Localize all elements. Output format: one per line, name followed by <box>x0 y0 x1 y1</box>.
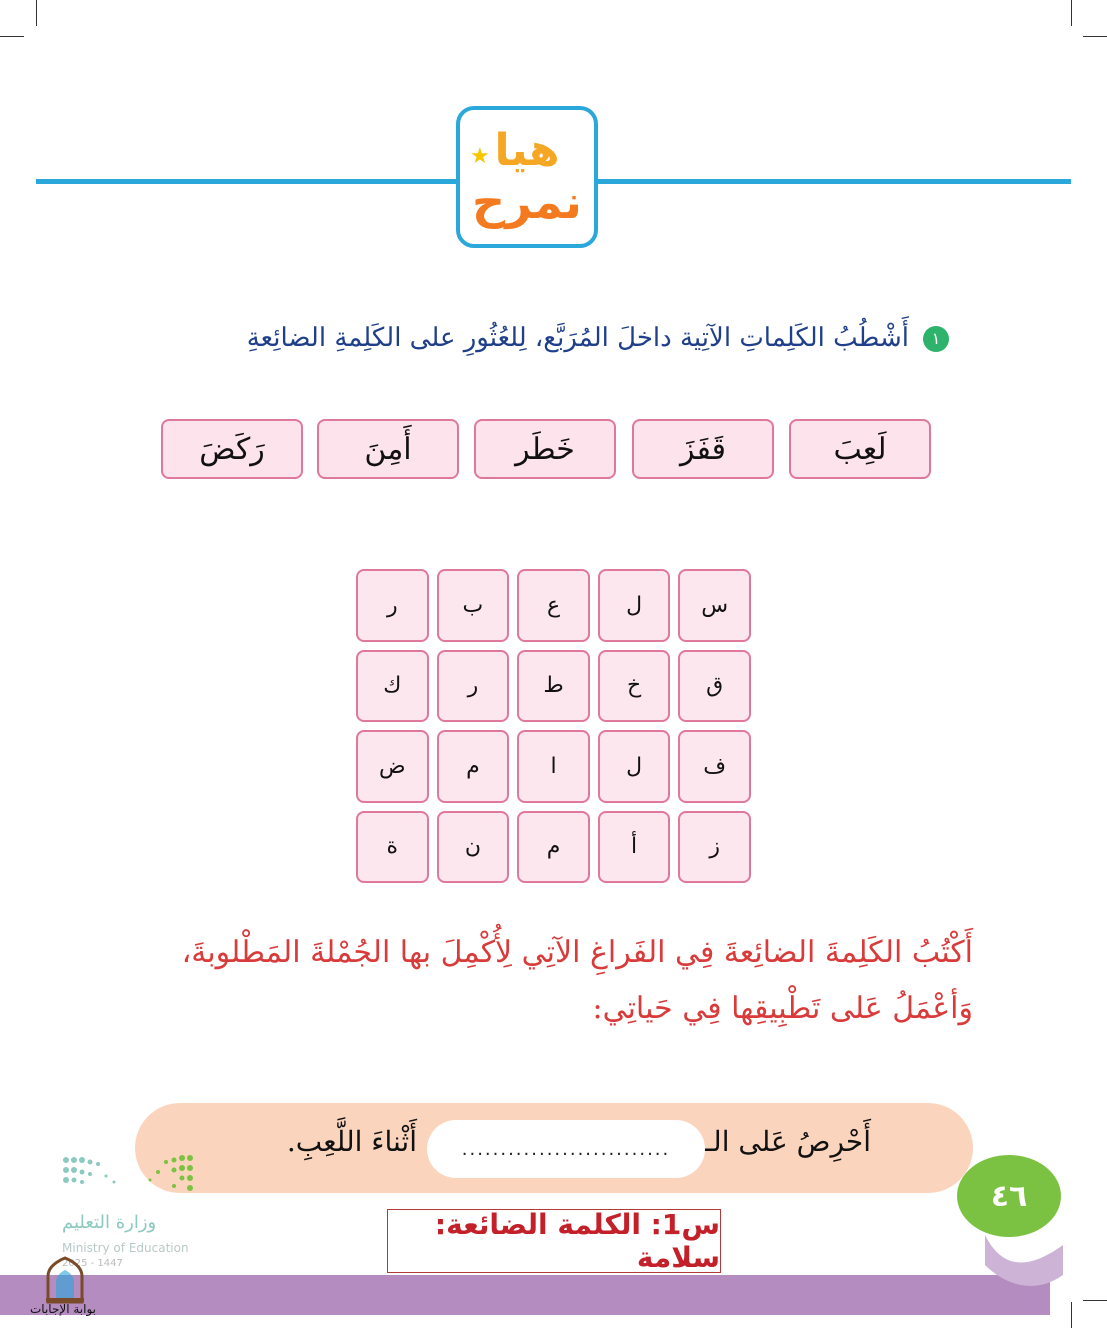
grid-cell[interactable]: خ <box>598 650 671 723</box>
grid-cell[interactable]: ف <box>678 730 751 803</box>
crop-mark <box>1083 1300 1107 1301</box>
grid-cell[interactable]: أ <box>598 811 671 884</box>
lets-play-logo <box>456 106 598 248</box>
letter-grid <box>356 569 751 883</box>
grid-cell[interactable]: م <box>517 811 590 884</box>
sentence-part2: أَثْناءَ اللَّعِبِ. <box>286 1125 417 1158</box>
ministry-logo-icon <box>62 1150 202 1210</box>
bottom-band <box>0 1275 1050 1315</box>
grid-cell[interactable]: ة <box>356 811 429 884</box>
grid-cell[interactable]: ا <box>517 730 590 803</box>
grid-cell[interactable]: ط <box>517 650 590 723</box>
word-box: لَعِبَ <box>789 419 931 479</box>
answer-blank-field[interactable]: ........................... <box>427 1120 705 1178</box>
question-number-badge: ١ <box>923 326 949 352</box>
grid-cell[interactable]: ق <box>678 650 751 723</box>
crop-mark <box>1071 1302 1072 1328</box>
word-box: أَمِنَ <box>317 419 459 479</box>
grid-cell[interactable]: م <box>437 730 510 803</box>
word-box: قَفَزَ <box>632 419 774 479</box>
ministry-name-ar: وزارة التعليم <box>62 1212 157 1233</box>
ministry-year: 2025 - 1447 <box>62 1258 123 1269</box>
grid-cell[interactable]: ل <box>598 569 671 642</box>
ministry-name-en: Ministry of Education <box>62 1241 189 1255</box>
grid-cell[interactable]: ع <box>517 569 590 642</box>
page-number-badge: ٤٦ <box>957 1155 1061 1237</box>
instruction-text: أَكْتُبُ الكَلِمةَ الضائِعةَ فِي الفَراغِ الآتِي لِأُكْمِلَ بها الجُمْلةَ المَطْلوبةَ، وَأعْمَلُ عَلى تَطْبِيقِها فِي حَياتِي: <box>181 935 973 1026</box>
crop-mark <box>1083 36 1107 37</box>
crop-mark <box>0 36 24 37</box>
site-name: بوابة الإجابات <box>30 1302 97 1316</box>
question-1 <box>169 323 949 353</box>
sentence-part1: أَحْرِصُ عَلى الـ <box>704 1125 871 1158</box>
logo-line2: نمرح <box>472 175 582 229</box>
grid-cell[interactable]: ن <box>437 811 510 884</box>
word-box: خَطَر <box>474 419 616 479</box>
crop-mark <box>36 0 37 26</box>
logo-line1: هيا <box>494 125 560 176</box>
mosque-logo-icon <box>40 1254 90 1304</box>
grid-cell[interactable]: ك <box>356 650 429 723</box>
grid-cell[interactable]: س <box>678 569 751 642</box>
question-1-text: أَشْطُبُ الكَلِماتِ الآتِية داخلَ المُرَبَّع، لِلعُثُورِ على الكَلِمةِ الضائِعةِ <box>246 323 909 353</box>
answer-label: س1: الكلمة الضائعة: سلامة <box>387 1209 721 1273</box>
grid-cell[interactable]: ز <box>678 811 751 884</box>
star-icon: ★ <box>470 144 490 169</box>
grid-cell[interactable]: ر <box>437 650 510 723</box>
grid-cell[interactable]: ض <box>356 730 429 803</box>
word-box: رَكَضَ <box>161 419 303 479</box>
grid-cell[interactable]: ل <box>598 730 671 803</box>
grid-cell[interactable]: ب <box>437 569 510 642</box>
crop-mark <box>1071 0 1072 26</box>
grid-cell[interactable]: ر <box>356 569 429 642</box>
